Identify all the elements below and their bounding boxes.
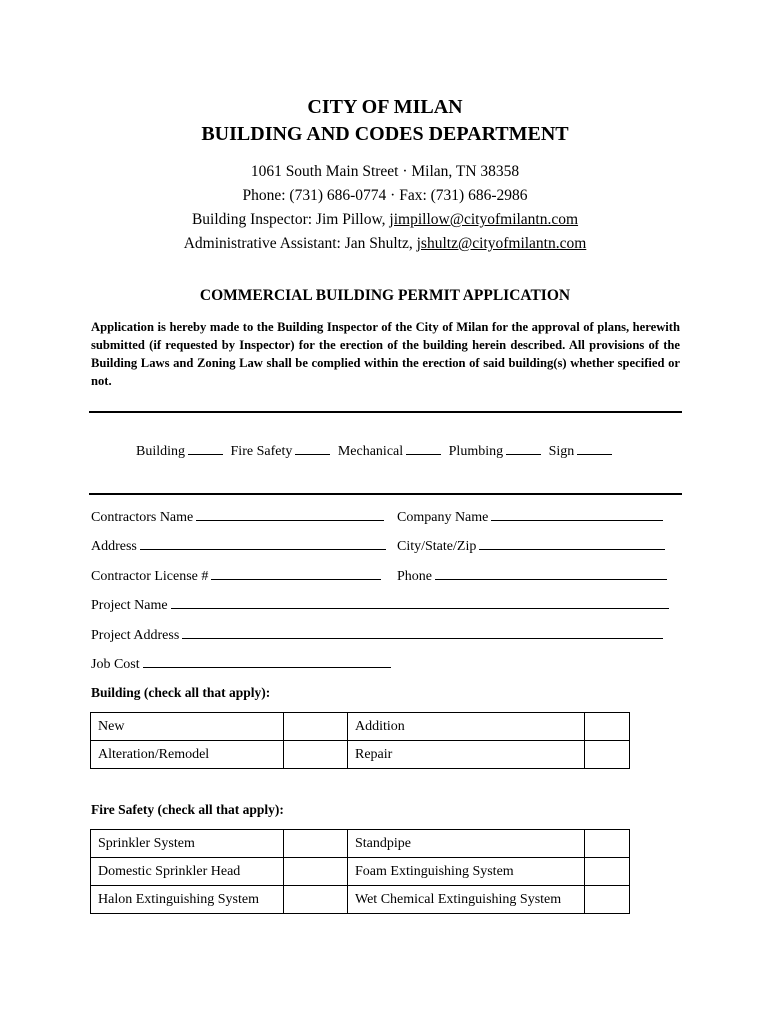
permit-type-plumbing: Plumbing [448, 444, 504, 459]
permit-type-mechanical: Mechanical [337, 444, 404, 459]
option-label: Sprinkler System [91, 830, 284, 858]
field-row [91, 508, 663, 526]
form-title: COMMERCIAL BUILDING PERMIT APPLICATION [199, 287, 571, 304]
option-label: New [91, 713, 284, 741]
department-title: BUILDING AND CODES DEPARTMENT [201, 123, 569, 145]
city-title: CITY OF MILAN [307, 96, 463, 118]
option-checkbox[interactable] [585, 713, 630, 741]
permit-type-fire-safety: Fire Safety [230, 444, 293, 459]
option-label: Foam Extinguishing System [348, 858, 585, 886]
company-name-label: Company Name [397, 510, 489, 525]
option-label: Repair [348, 741, 585, 769]
table-row [91, 830, 630, 858]
option-checkbox[interactable] [284, 830, 348, 858]
phone-field[interactable] [435, 567, 667, 580]
inspector-line [0, 210, 770, 230]
permit-type-fire-safety-blank[interactable] [295, 453, 330, 455]
option-checkbox[interactable] [284, 713, 348, 741]
field-row [91, 537, 665, 555]
field-row [91, 596, 669, 614]
phone-label: Phone [397, 569, 432, 584]
option-label: Addition [348, 713, 585, 741]
company-name-field[interactable] [491, 508, 663, 521]
option-checkbox[interactable] [585, 741, 630, 769]
option-label: Wet Chemical Extinguishing System [348, 886, 585, 914]
city-state-zip-label: City/State/Zip [397, 539, 477, 554]
contractors-name-field[interactable] [196, 508, 384, 521]
table-row [91, 713, 630, 741]
job-cost-label: Job Cost [91, 657, 140, 672]
permit-type-plumbing-blank[interactable] [506, 453, 541, 455]
permit-type-sign-blank[interactable] [577, 453, 612, 455]
table-row [91, 858, 630, 886]
divider [89, 411, 682, 413]
inspector-label: Building Inspector: Jim Pillow, [191, 211, 390, 228]
permit-type-row [136, 444, 616, 460]
intro-paragraph: Application is hereby made to the Building Inspector of the City of Milan for the approval of plans, herewith submitted (if requested by Inspector) for the erection of the building herein described. All provisions of the Building Laws and Zoning Law shall be complied within the erection of said building(s) whether specified or not. [91, 320, 680, 388]
option-checkbox[interactable] [284, 741, 348, 769]
job-cost-field[interactable] [143, 655, 391, 668]
option-checkbox[interactable] [585, 858, 630, 886]
option-label: Halon Extinguishing System [91, 886, 284, 914]
inspector-email-link[interactable]: jimpillow@cityofmilantn.com [389, 211, 579, 228]
address-label: Address [91, 539, 137, 554]
table-row [91, 741, 630, 769]
permit-type-building-blank[interactable] [188, 453, 223, 455]
fire-safety-checklist [90, 829, 630, 914]
fire-safety-section-heading: Fire Safety (check all that apply): [91, 802, 284, 817]
permit-type-sign: Sign [548, 444, 575, 459]
contractor-license-field[interactable] [211, 567, 381, 580]
address-line: 1061 South Main Street · Milan, TN 38358 [250, 163, 520, 180]
option-checkbox[interactable] [585, 830, 630, 858]
option-checkbox[interactable] [284, 858, 348, 886]
permit-type-mechanical-blank[interactable] [406, 453, 441, 455]
assistant-line [0, 234, 770, 254]
option-checkbox[interactable] [284, 886, 348, 914]
project-address-field[interactable] [182, 626, 663, 639]
building-section-heading: Building (check all that apply): [91, 685, 271, 700]
project-name-field[interactable] [171, 596, 669, 609]
option-checkbox[interactable] [585, 886, 630, 914]
assistant-email-link[interactable]: jshultz@cityofmilantn.com [416, 235, 587, 252]
phone-fax-line: Phone: (731) 686-0774 · Fax: (731) 686-2986 [242, 187, 528, 204]
option-label: Standpipe [348, 830, 585, 858]
city-state-zip-field[interactable] [479, 537, 665, 550]
table-row [91, 886, 630, 914]
permit-type-building: Building [136, 444, 186, 459]
field-row [91, 626, 663, 644]
option-label: Alteration/Remodel [91, 741, 284, 769]
option-label: Domestic Sprinkler Head [91, 858, 284, 886]
divider [89, 493, 682, 495]
contractors-name-label: Contractors Name [91, 510, 194, 525]
field-row [91, 655, 391, 673]
contractor-license-label: Contractor License # [91, 569, 209, 584]
project-address-label: Project Address [91, 628, 180, 643]
project-name-label: Project Name [91, 598, 168, 613]
building-checklist [90, 712, 630, 769]
field-row [91, 567, 667, 585]
address-field[interactable] [140, 537, 386, 550]
assistant-label: Administrative Assistant: Jan Shultz, [183, 235, 417, 252]
